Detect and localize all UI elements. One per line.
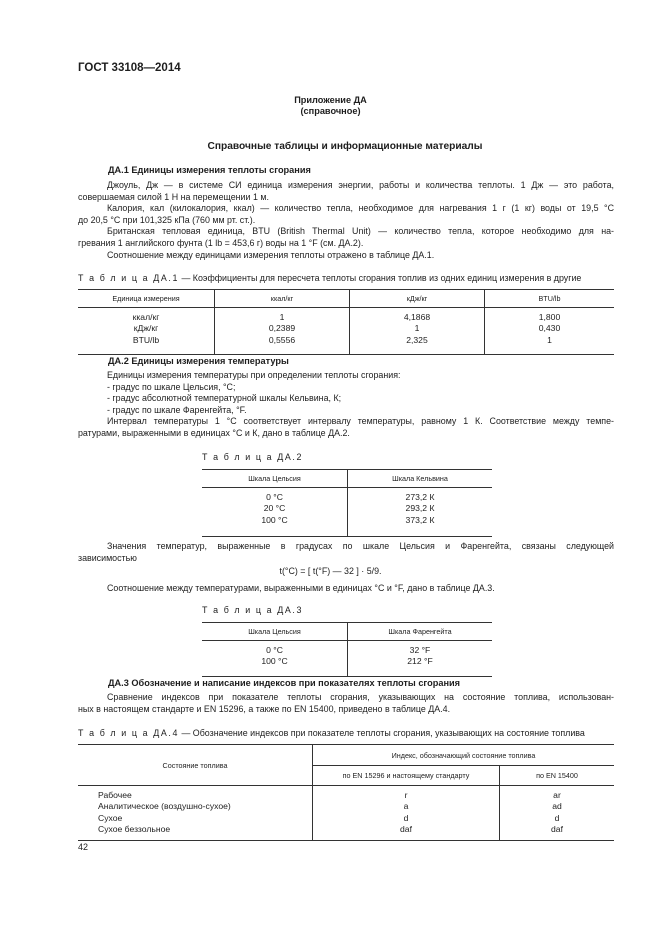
cell-value: 373,2 К <box>405 514 435 525</box>
table-da4-caption <box>78 728 585 738</box>
text-line: зависимостью <box>78 552 137 563</box>
text-line: - градус по шкале Цельсия, °С; <box>107 381 236 392</box>
section-da2-heading: ДА.2 Единицы измерения температуры <box>108 356 289 366</box>
appendix-subtitle: (справочное) <box>300 106 361 116</box>
table-cell <box>202 488 348 537</box>
table-cell <box>202 641 348 677</box>
table-header: Шкала Цельсия <box>202 470 348 488</box>
table-da1-caption <box>78 273 581 283</box>
text-line: совершаемая силой 1 Н на перемещении 1 м. <box>78 191 269 202</box>
text-line: Джоуль, Дж — в системе СИ единица измерения энергии, работы и количества теплоты. 1 Дж — это работа, <box>107 180 614 190</box>
cell-value: r <box>404 790 408 800</box>
table-cell <box>313 786 500 841</box>
text-line: Соотношение между единицами измерения теплоты отражено в таблице ДА.1. <box>107 249 435 260</box>
table-header: по EN 15296 и настоящему стандарту <box>313 766 500 786</box>
cell-value: ad <box>552 801 562 812</box>
text-line: ратурами, выраженными в единицах °С и К, дано в таблице ДА.2. <box>78 427 350 438</box>
table-row <box>202 641 492 677</box>
relation-after-text <box>107 583 495 595</box>
cell-value: Рабочее <box>98 790 132 800</box>
text-line: Интервал температуры 1 °С соответствует интервалу температуры, равному 1 К. Соответствие между темпе- <box>107 416 614 427</box>
table-row <box>78 786 614 841</box>
cell-value: daf <box>400 823 412 834</box>
section-da1-text <box>78 180 614 261</box>
cell-value: 212 °F <box>407 656 433 667</box>
cell-value: 1 <box>279 312 285 322</box>
text-line: Сравнение индексов при показателе теплоты сгорания, указывающих на состояние топлива, использован- <box>107 692 614 702</box>
text-line: гревания 1 английского фунта (1 lb = 453,6 г) воды на 1 °F (см. ДА.2). <box>78 237 364 248</box>
table-cell <box>350 308 485 355</box>
table-header: Шкала Цельсия <box>202 623 348 641</box>
cell-value: 1,800 <box>538 312 561 322</box>
page-number: 42 <box>78 842 89 852</box>
cell-value: 4,1868 <box>403 312 431 322</box>
cell-value: 100 °С <box>261 656 288 667</box>
table-da1-caption-prefix: Т а б л и ц а ДА.1 <box>78 273 179 283</box>
cell-value: daf <box>551 823 563 834</box>
text-line: Соотношение между температурами, выраженными в единицах °С и °F, дано в таблице ДА.3. <box>107 583 495 593</box>
text-line: Калория, кал (килокалория, ккал) — количество тепла, необходимое для нагревания 1 г (1 кг) воды от 19,5 °С <box>107 203 614 214</box>
cell-value: 0,430 <box>538 323 561 334</box>
standard-header: ГОСТ 33108—2014 <box>78 62 181 74</box>
table-da2 <box>202 469 492 537</box>
appendix-heading: Справочные таблицы и информационные материалы <box>207 141 483 152</box>
cell-value: 0 °С <box>266 645 283 655</box>
table-header: ккал/кг <box>215 290 350 308</box>
text-line: Единицы измерения температуры при определении теплоты сгорания: <box>107 370 401 380</box>
cell-value: 0,5556 <box>268 334 296 345</box>
temperature-formula: t(°C) = [ t(°F) — 32 ] · 5/9. <box>279 566 382 576</box>
table-da4-caption-prefix: Т а б л и ц а ДА.4 <box>78 728 179 738</box>
table-header: Индекс, обозначающий состояние топлива <box>313 745 615 766</box>
table-header: Шкала Кельвина <box>348 470 493 488</box>
cell-value: d <box>554 812 560 823</box>
cell-value: 0 °С <box>266 492 283 502</box>
table-da4-caption-text: — Обозначение индексов при показателе теплоты сгорания, указывающих на состояние топлива <box>179 728 585 738</box>
text-line: - градус по шкале Фаренгейта, °F. <box>107 404 247 415</box>
table-da2-caption: Т а б л и ц а ДА.2 <box>202 452 303 462</box>
text-line: - градус абсолютной температурной шкалы Кельвина, К; <box>107 393 342 404</box>
section-da3-text <box>78 692 614 715</box>
table-row <box>202 488 492 537</box>
text-line: ных в настоящем стандарте и EN 15296, а также по EN 15400, приведено в таблице ДА.4. <box>78 703 451 714</box>
table-header: Шкала Фаренгейта <box>348 623 493 641</box>
cell-value: Сухое <box>98 812 123 823</box>
table-header: BTU/lb <box>485 290 615 308</box>
cell-value: 273,2 К <box>405 492 435 502</box>
cell-value: 2,325 <box>406 334 428 345</box>
table-cell <box>500 786 615 841</box>
section-da3-heading: ДА.3 Обозначение и написание индексов при показателях теплоты сгорания <box>108 678 461 688</box>
cell-value: Аналитическое (воздушно-сухое) <box>98 801 231 812</box>
cell-value: 1 <box>547 334 552 345</box>
table-cell <box>348 488 493 537</box>
table-cell <box>485 308 615 355</box>
table-cell <box>78 786 313 841</box>
cell-value: BTU/lb <box>132 334 160 345</box>
section-da2-text <box>78 370 614 440</box>
table-da3 <box>202 622 492 677</box>
text-line: Значения температур, выраженные в градусах по шкале Цельсия и Фаренгейта, связаны следующей <box>107 541 614 551</box>
table-cell <box>348 641 493 677</box>
table-header: Состояние топлива <box>78 745 313 786</box>
text-line: до 20,5 °С при 101,325 кПа (760 мм рт. ст.). <box>78 214 256 225</box>
section-da1-heading: ДА.1 Единицы измерения теплоты сгорания <box>108 165 311 175</box>
table-header: кДж/кг <box>350 290 485 308</box>
cell-value: 20 °С <box>263 503 286 514</box>
table-da3-caption: Т а б л и ц а ДА.3 <box>202 605 303 615</box>
cell-value: кДж/кг <box>133 323 159 334</box>
cell-value: 100 °С <box>261 514 288 525</box>
text-line: Британская тепловая единица, BTU (British Thermal Unit) — количество тепла, которое необходимо для на- <box>107 226 614 237</box>
cell-value: d <box>403 812 409 823</box>
cell-value: 1 <box>414 323 420 334</box>
table-header: по EN 15400 <box>500 766 615 786</box>
cell-value: 293,2 К <box>405 503 435 514</box>
table-da4 <box>78 744 614 841</box>
table-header: Единица измерения <box>78 290 215 308</box>
table-cell <box>215 308 350 355</box>
table-row <box>78 308 614 355</box>
cell-value: ar <box>553 790 561 800</box>
relation-text <box>78 541 614 564</box>
cell-value: 32 °F <box>409 645 431 655</box>
table-da1-caption-text: — Коэффициенты для пересчета теплоты сгорания топлив из одних единиц измерения в другие <box>179 273 582 283</box>
table-da1 <box>78 289 614 355</box>
cell-value: a <box>403 801 409 812</box>
cell-value: Сухое беззольное <box>98 823 171 834</box>
cell-value: ккал/кг <box>132 312 160 322</box>
cell-value: 0,2389 <box>268 323 296 334</box>
table-cell <box>78 308 215 355</box>
appendix-title: Приложение ДА <box>294 95 367 105</box>
